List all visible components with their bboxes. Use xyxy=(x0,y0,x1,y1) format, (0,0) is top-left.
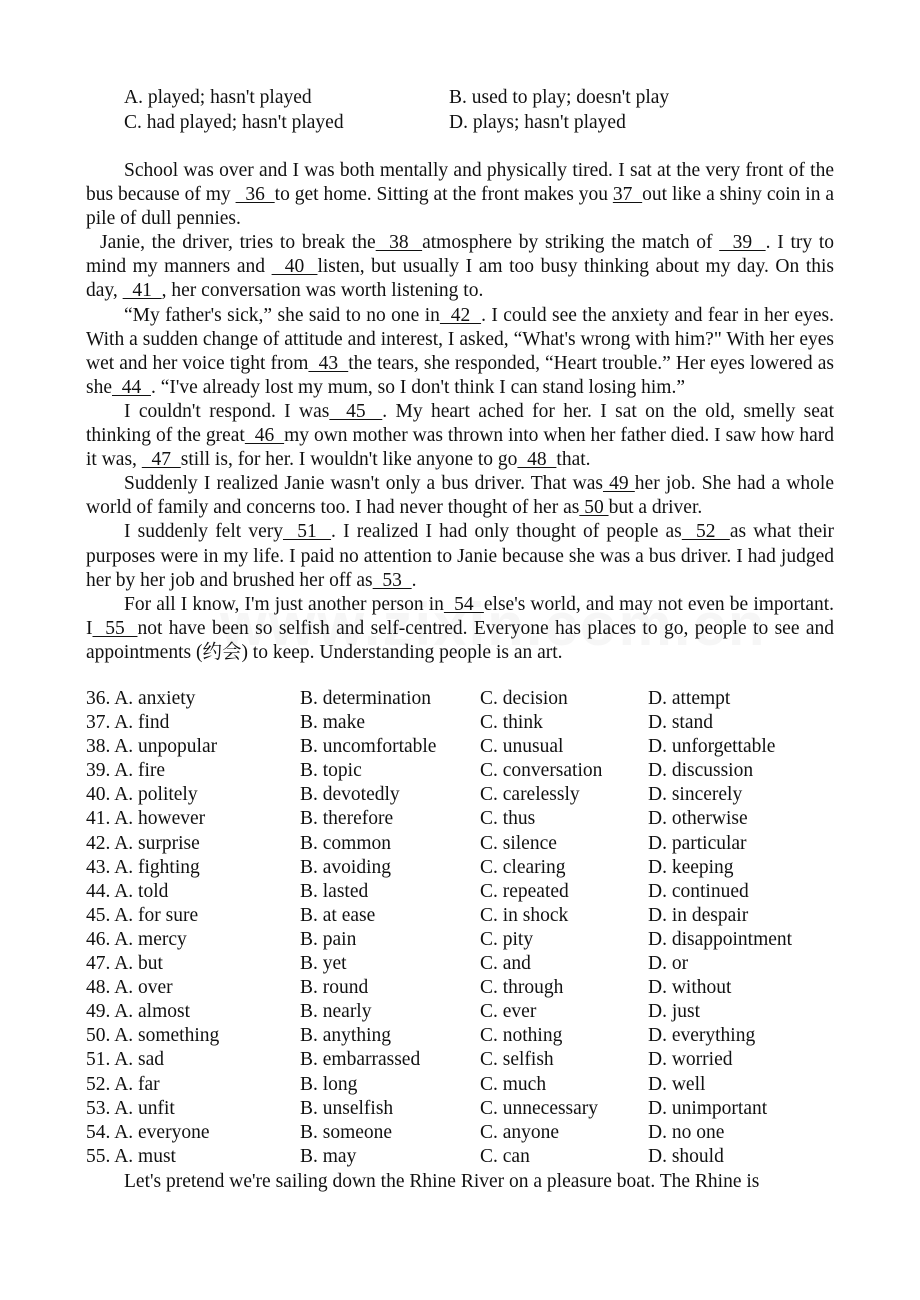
option-a xyxy=(86,807,300,831)
question-number: 44. xyxy=(86,880,111,902)
passage-text: . I could see the anxiety and fear in her eyes. With a sudden change of attitude and interest, I asked, “What's wrong with him?" With her eyes wet and her voice tight from xyxy=(86,304,834,374)
option-c: C. through xyxy=(480,977,564,999)
option-d: D. unforgettable xyxy=(648,736,776,758)
option-text: A. for sure xyxy=(114,904,199,926)
option-d: D. without xyxy=(648,977,732,999)
question-number: 36. xyxy=(86,688,111,709)
option-text: A. far xyxy=(114,1073,160,1095)
option-d: D. in despair xyxy=(648,904,749,926)
option-b: B. long xyxy=(300,1073,358,1095)
option-a xyxy=(86,1000,300,1024)
answer-blank: 55 xyxy=(92,617,138,639)
option-text: A. must xyxy=(114,1145,176,1167)
option-text: A. over xyxy=(114,977,173,999)
option-b: B. yet xyxy=(300,953,347,975)
option-text: A. something xyxy=(114,1025,220,1047)
option-text: A. fighting xyxy=(114,856,200,878)
passage-text: that. xyxy=(556,449,591,471)
question-number: 38. xyxy=(86,736,111,758)
option-c: C. pity xyxy=(480,928,534,950)
option-b: B. may xyxy=(300,1145,357,1167)
option-a xyxy=(86,1048,300,1072)
option-d: D. continued xyxy=(648,880,749,902)
question-number: 49. xyxy=(86,1001,111,1023)
option-c: C. thus xyxy=(480,808,536,830)
answer-blank: 37 xyxy=(612,184,643,206)
option-row xyxy=(124,86,669,111)
passage-text: . “I've already lost my mum, so I don't think I can stand losing him.” xyxy=(151,376,685,398)
answer-blank: 47 xyxy=(141,449,181,471)
option-b: B. topic xyxy=(300,760,362,782)
question-number: 55. xyxy=(86,1145,111,1167)
option-d: D. plays; hasn't played xyxy=(449,111,626,133)
answer-blank: 54 xyxy=(443,593,484,615)
question-row xyxy=(86,807,846,831)
option-d: D. unimportant xyxy=(648,1097,768,1119)
question-row xyxy=(86,1000,846,1024)
answer-blank: 48 xyxy=(517,449,557,471)
option-b: B. someone xyxy=(300,1121,393,1143)
option-a xyxy=(86,856,300,880)
option-b: B. uncomfortable xyxy=(300,736,437,758)
option-d: D. keeping xyxy=(648,856,734,878)
option-a xyxy=(86,687,300,711)
answer-blank: 38 xyxy=(375,232,423,254)
option-a xyxy=(86,976,300,1000)
passage-text: but a driver. xyxy=(608,497,703,519)
answer-blank: 51 xyxy=(282,521,332,543)
answer-blank: 45 xyxy=(329,400,383,422)
option-text: A. surprise xyxy=(114,832,200,854)
option-a xyxy=(86,1121,300,1145)
passage-text: . I realized I had only thought of people as xyxy=(331,521,682,543)
option-text: A. unpopular xyxy=(114,736,218,758)
passage-text: as what their purposes were in my life. I paid no attention to Janie because she was a bus driver. I had judged her by her job and brushed her off as xyxy=(86,521,835,591)
question-row xyxy=(86,1097,846,1121)
option-a xyxy=(86,759,300,783)
option-b: B. nearly xyxy=(300,1001,372,1023)
question-row xyxy=(86,832,846,856)
option-text: A. sad xyxy=(114,1049,165,1071)
option-c: C. think xyxy=(480,712,543,734)
paragraph xyxy=(86,400,834,472)
option-c: C. had played; hasn't played xyxy=(124,111,344,133)
passage-text: to get home. Sitting at the front makes you xyxy=(274,184,613,206)
passage-text: For all I know, I'm just another person in xyxy=(124,593,444,615)
option-a xyxy=(86,832,300,856)
option-text: A. anxiety xyxy=(114,688,196,709)
passage-text: “My father's sick,” she said to no one in xyxy=(124,304,440,326)
question-row xyxy=(86,687,846,711)
option-a xyxy=(86,711,300,735)
question-row xyxy=(86,952,846,976)
question-row xyxy=(86,1048,846,1072)
passage-text: else's world, and may not even be important. I xyxy=(86,593,835,639)
option-b: B. round xyxy=(300,977,369,999)
option-text: A. however xyxy=(114,808,206,830)
question-number: 43. xyxy=(86,856,111,878)
option-a xyxy=(86,904,300,928)
option-c: C. ever xyxy=(480,1001,537,1023)
paragraph xyxy=(86,231,834,303)
option-c: C. anyone xyxy=(480,1121,560,1143)
option-d: D. well xyxy=(648,1073,706,1095)
question-row xyxy=(86,856,846,880)
question-row xyxy=(86,1024,846,1048)
question-row xyxy=(86,928,846,952)
option-row xyxy=(124,111,669,136)
passage-text: out like a shiny coin in a pile of dull pennies. xyxy=(86,184,835,230)
option-text: A. unfit xyxy=(114,1097,175,1119)
passage-text: Suddenly I realized Janie wasn't only a bus driver. That was xyxy=(124,473,603,495)
option-b: B. common xyxy=(300,832,391,854)
passage-text: the tears, she responded, “Heart trouble.” Her eyes lowered as she xyxy=(86,352,834,398)
answer-blank: 50 xyxy=(579,497,609,519)
answer-blank: 36 xyxy=(235,184,275,206)
option-b: B. lasted xyxy=(300,880,369,902)
paragraph xyxy=(86,159,834,231)
option-b: B. embarrassed xyxy=(300,1049,421,1071)
option-c: C. much xyxy=(480,1073,547,1095)
question-number: 47. xyxy=(86,953,111,975)
option-text: A. find xyxy=(114,712,170,734)
option-c: C. nothing xyxy=(480,1025,563,1047)
option-a xyxy=(86,928,300,952)
question-number: 42. xyxy=(86,832,111,854)
option-d: D. or xyxy=(648,953,689,975)
answer-blank: 41 xyxy=(122,280,162,302)
passage-text: . I try to mind my manners and xyxy=(86,232,835,278)
question-row xyxy=(86,1145,846,1169)
option-d: D. disappointment xyxy=(648,928,793,950)
question-number: 37. xyxy=(86,712,111,734)
passage-text: , her conversation was worth listening to. xyxy=(161,280,484,302)
question-row xyxy=(86,976,846,1000)
option-a xyxy=(86,783,300,807)
option-d: D. no one xyxy=(648,1121,725,1143)
option-d: D. discussion xyxy=(648,760,754,782)
option-b: B. devotedly xyxy=(300,784,400,806)
option-text: A. but xyxy=(114,953,163,975)
paragraph xyxy=(86,472,834,520)
option-d: D. should xyxy=(648,1145,724,1167)
option-text: A. mercy xyxy=(114,928,187,950)
passage-text: still is, for her. I wouldn't like anyone to go xyxy=(180,449,518,471)
option-b: B. pain xyxy=(300,928,357,950)
option-a xyxy=(86,1145,300,1169)
option-d: D. stand xyxy=(648,712,713,734)
question-number: 41. xyxy=(86,808,111,830)
option-b: B. at ease xyxy=(300,904,376,926)
answer-options-table xyxy=(86,687,846,1169)
option-b: B. avoiding xyxy=(300,856,391,878)
question-number: 54. xyxy=(86,1121,111,1143)
answer-blank: 53 xyxy=(372,569,412,591)
question-row xyxy=(86,1121,846,1145)
question-row xyxy=(86,735,846,759)
passage-text: atmosphere by striking the match of xyxy=(422,232,720,254)
passage-text: Janie, the driver, tries to break the xyxy=(100,232,376,254)
question-number: 53. xyxy=(86,1097,111,1119)
question-number: 45. xyxy=(86,904,111,926)
question-number: 50. xyxy=(86,1025,111,1047)
option-c: C. clearing xyxy=(480,856,566,878)
passage-text: I suddenly felt very xyxy=(124,521,283,543)
passage-text: . xyxy=(411,569,417,591)
option-d: D. just xyxy=(648,1001,701,1023)
previous-question-options xyxy=(124,86,669,135)
option-d: D. everything xyxy=(648,1025,756,1047)
option-d: D. otherwise xyxy=(648,808,748,830)
option-text: A. everyone xyxy=(114,1121,210,1143)
question-number: 39. xyxy=(86,760,111,782)
next-passage-start: Let's pretend we're sailing down the Rhine River on a pleasure boat. The Rhine is xyxy=(124,1171,760,1192)
option-a xyxy=(86,1073,300,1097)
passage-text: . My heart ached for her. I sat on the old, smelly seat thinking of the great xyxy=(86,400,835,447)
option-c: C. selfish xyxy=(480,1049,554,1071)
question-number: 51. xyxy=(86,1049,111,1071)
question-number: 46. xyxy=(86,928,111,950)
question-row xyxy=(86,759,846,783)
option-c: C. and xyxy=(480,953,531,975)
question-row xyxy=(86,783,846,807)
option-b: B. therefore xyxy=(300,808,394,830)
option-b: B. unselfish xyxy=(300,1097,394,1119)
option-d: D. particular xyxy=(648,832,747,854)
option-c: C. can xyxy=(480,1145,530,1167)
option-b: B. make xyxy=(300,712,365,734)
passage-text: my own mother was thrown into when her father died. I saw how hard it was, xyxy=(86,425,835,471)
passage-text: I couldn't respond. I was xyxy=(124,400,330,422)
option-text: A. politely xyxy=(114,784,198,806)
passage-text: not have been so selfish and self-centred. Everyone has places to go, people to see and appointments (约会) to keep. Understanding people is an art. xyxy=(86,617,835,663)
passage-text: her job. She had a whole world of family and concerns too. I had never thought of her as xyxy=(86,473,834,519)
answer-blank: 40 xyxy=(271,256,318,278)
option-a xyxy=(86,1024,300,1048)
option-text: A. almost xyxy=(114,1001,191,1023)
option-b: B. used to play; doesn't play xyxy=(449,87,670,108)
answer-blank: 46 xyxy=(244,425,285,447)
answer-blank: 49 xyxy=(602,473,635,495)
question-row xyxy=(86,904,846,928)
question-row xyxy=(86,1073,846,1097)
option-c: C. repeated xyxy=(480,880,569,902)
option-b: B. determination xyxy=(300,688,432,709)
passage-text: School was over and I was both mentally and physically tired. I sat at the very front of the bus because of my xyxy=(86,160,834,206)
option-a xyxy=(86,880,300,904)
cloze-passage xyxy=(86,159,834,665)
option-text: A. told xyxy=(114,880,169,902)
paragraph xyxy=(86,520,834,592)
option-a xyxy=(86,952,300,976)
question-row xyxy=(86,880,846,904)
question-number: 52. xyxy=(86,1073,111,1095)
option-d: D. worried xyxy=(648,1049,733,1071)
passage-text: listen, but usually I am too busy thinking about my day. On this day, xyxy=(86,256,835,302)
answer-blank: 44 xyxy=(112,376,151,398)
option-d: D. sincerely xyxy=(648,784,743,806)
option-c: C. unnecessary xyxy=(480,1097,599,1119)
option-text: A. fire xyxy=(114,760,166,782)
answer-blank: 39 xyxy=(719,232,766,254)
question-number: 48. xyxy=(86,977,111,999)
option-a xyxy=(86,735,300,759)
option-d: D. attempt xyxy=(648,688,731,709)
answer-blank: 43 xyxy=(308,352,349,374)
question-number: 40. xyxy=(86,784,111,806)
paragraph xyxy=(86,593,834,665)
option-c: C. in shock xyxy=(480,904,569,926)
answer-blank: 52 xyxy=(681,521,730,543)
option-b: B. anything xyxy=(300,1025,391,1047)
question-row xyxy=(86,711,846,735)
option-c: C. carelessly xyxy=(480,784,580,806)
option-c: C. silence xyxy=(480,832,557,854)
option-c: C. decision xyxy=(480,688,568,709)
option-a xyxy=(86,1097,300,1121)
answer-blank: 42 xyxy=(439,304,482,326)
option-c: C. unusual xyxy=(480,736,564,758)
option-a: A. played; hasn't played xyxy=(124,87,312,108)
paragraph xyxy=(86,304,834,400)
option-c: C. conversation xyxy=(480,760,603,782)
